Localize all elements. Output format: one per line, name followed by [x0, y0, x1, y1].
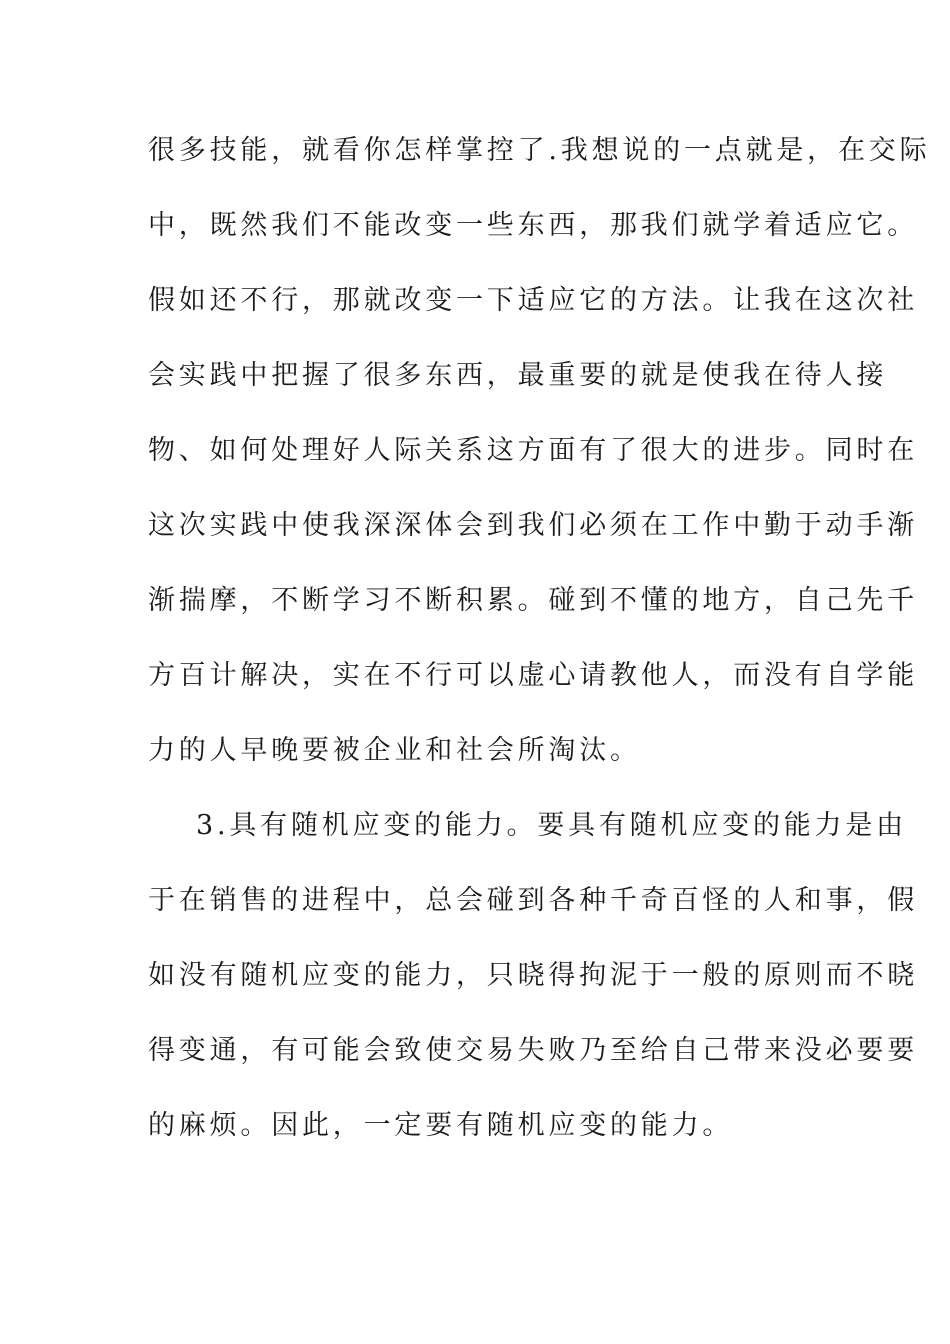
text-line: 假如还不行，那就改变一下适应它的方法。让我在这次社: [148, 285, 918, 316]
text-line: 这次实践中使我深深体会到我们必须在工作中勤于动手渐: [148, 510, 918, 541]
text-line: 如没有随机应变的能力，只晓得拘泥于一般的原则而不晓: [148, 960, 918, 991]
text-line: 很多技能，就看你怎样掌控了.我想说的一点就是，在交际: [148, 135, 931, 166]
text-line: 力的人早晚要被企业和社会所淘汰。: [148, 735, 641, 766]
text-line: 会实践中把握了很多东西，最重要的就是使我在待人接: [148, 360, 888, 391]
text-line: 于在销售的进程中，总会碰到各种千奇百怪的人和事，假: [148, 885, 918, 916]
text-line: 物、如何处理好人际关系这方面有了很大的进步。同时在: [148, 435, 918, 466]
text-line: 方百计解决，实在不行可以虚心请教他人，而没有自学能: [148, 660, 918, 691]
text-line: 中，既然我们不能改变一些东西，那我们就学着适应它。: [148, 210, 918, 241]
paragraph-heading-line: 3.具有随机应变的能力。要具有随机应变的能力是由: [196, 810, 907, 841]
text-line: 得变通，有可能会致使交易失败乃至给自己带来没必要要: [148, 1035, 918, 1066]
text-line: 渐揣摩，不断学习不断积累。碰到不懂的地方，自己先千: [148, 585, 918, 616]
text-line: 的麻烦。因此，一定要有随机应变的能力。: [148, 1110, 734, 1141]
